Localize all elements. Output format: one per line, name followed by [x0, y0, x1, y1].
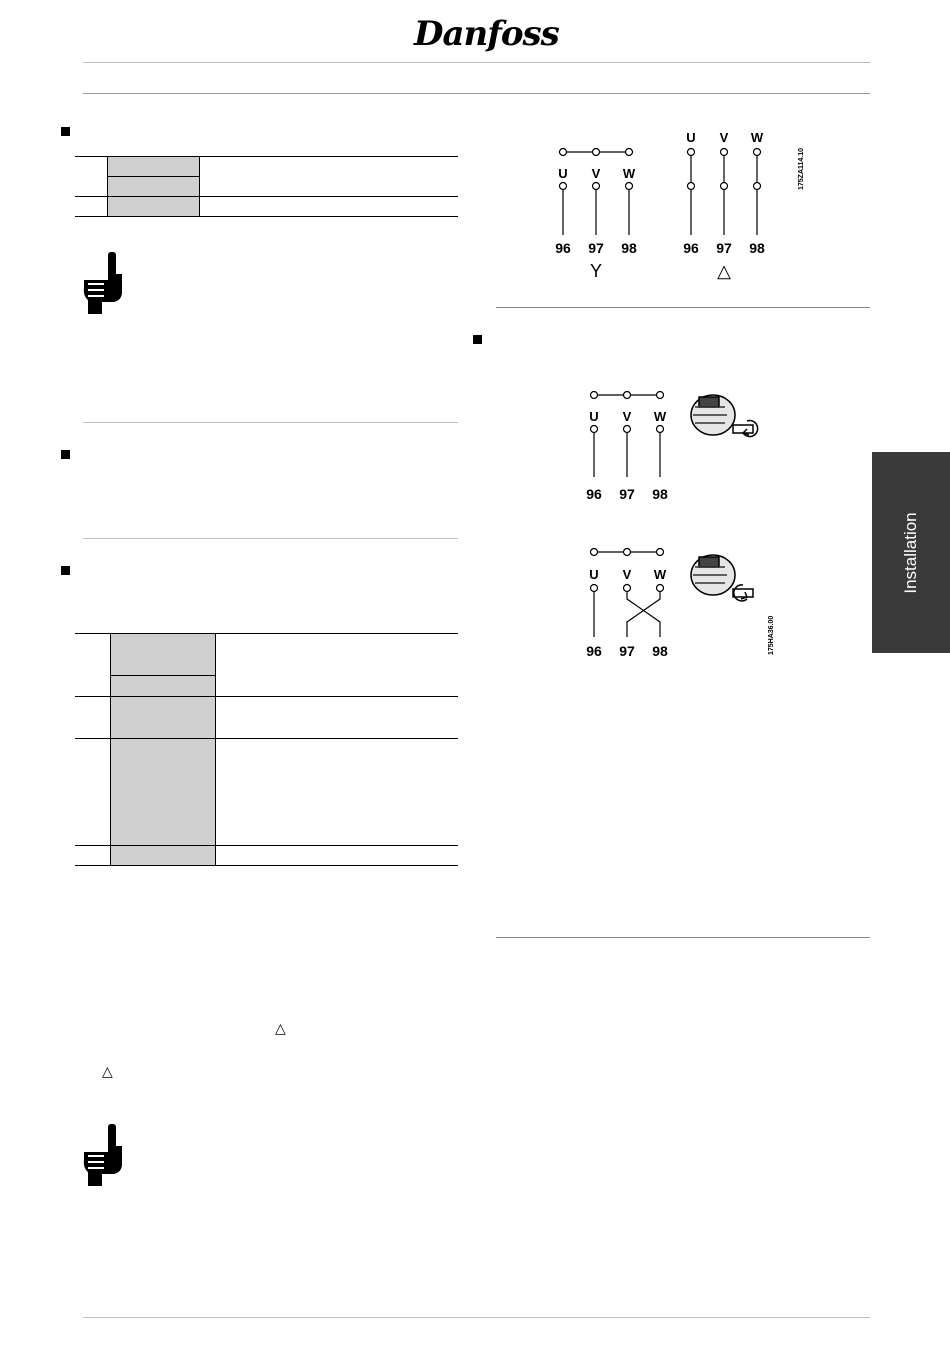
section-rule	[496, 937, 870, 938]
delta-symbol-inline: △	[102, 1063, 113, 1079]
reversed-letter-u: U	[589, 567, 599, 582]
normal-terminal-96: 96	[586, 486, 602, 502]
table-1-divider	[199, 156, 200, 217]
table-1-gray-cell	[107, 156, 199, 217]
reversed-letter-w: W	[653, 567, 667, 582]
table-1-rule	[75, 196, 458, 197]
diagram-code: 175ZA114.10	[798, 147, 805, 190]
reversed-terminal-97: 97	[619, 643, 635, 659]
star-letter-u: U	[558, 166, 568, 181]
delta-letter-v: V	[719, 130, 729, 145]
section-rule	[496, 307, 870, 308]
reversed-terminal-98: 98	[652, 643, 668, 659]
table-2-gray-cell	[110, 634, 215, 866]
header-rule-top	[83, 62, 870, 63]
pointing-hand-note-icon	[80, 250, 126, 314]
star-terminal-98: 98	[621, 240, 637, 256]
table-2-rule	[75, 845, 458, 846]
star-delta-wiring-diagram	[540, 125, 820, 285]
pointing-hand-note-icon	[80, 1122, 126, 1186]
section-rule	[83, 538, 458, 539]
table-2-rule	[75, 633, 458, 634]
star-symbol: Y	[589, 261, 603, 281]
normal-letter-w: W	[653, 409, 667, 424]
reversed-terminal-96: 96	[586, 643, 602, 659]
motor-icon	[691, 555, 753, 601]
delta-terminal-96: 96	[683, 240, 699, 256]
motor-icon	[691, 395, 758, 437]
normal-letter-v: V	[622, 409, 632, 424]
delta-terminal-97: 97	[716, 240, 732, 256]
section-bullet-3	[61, 566, 70, 575]
star-terminal-97: 97	[588, 240, 604, 256]
section-tab-label: Installation	[901, 511, 920, 594]
table-2-rule	[75, 696, 458, 697]
table-1-rule	[107, 176, 199, 177]
table-1-rule	[75, 156, 458, 157]
table-2-rule	[75, 738, 458, 739]
diagram-code: 175HA36.00	[768, 615, 775, 655]
section-bullet-2	[61, 450, 70, 459]
star-letter-w: W	[622, 166, 636, 181]
table-2-rule	[75, 865, 458, 866]
header-rule-bottom	[83, 93, 870, 94]
table-1-divider	[107, 156, 108, 217]
delta-letter-w: W	[750, 130, 764, 145]
footer-rule	[83, 1317, 870, 1318]
section-tab-installation	[872, 452, 950, 653]
table-2-divider	[215, 634, 216, 866]
normal-letter-u: U	[589, 409, 599, 424]
motor-rotation-diagram	[575, 385, 795, 665]
section-bullet-1	[61, 127, 70, 136]
delta-terminal-98: 98	[749, 240, 765, 256]
table-1-rule	[75, 216, 458, 217]
danfoss-logo: Danfoss	[414, 14, 559, 54]
star-terminal-96: 96	[555, 240, 571, 256]
delta-symbol-inline: △	[275, 1020, 286, 1036]
section-rule	[83, 422, 458, 423]
table-2-divider	[110, 634, 111, 866]
normal-terminal-97: 97	[619, 486, 635, 502]
table-2-rule	[110, 675, 215, 676]
reversed-letter-v: V	[622, 567, 632, 582]
delta-symbol: △	[717, 261, 731, 281]
star-letter-v: V	[591, 166, 601, 181]
normal-terminal-98: 98	[652, 486, 668, 502]
delta-letter-u: U	[686, 130, 696, 145]
section-bullet-4	[473, 335, 482, 344]
